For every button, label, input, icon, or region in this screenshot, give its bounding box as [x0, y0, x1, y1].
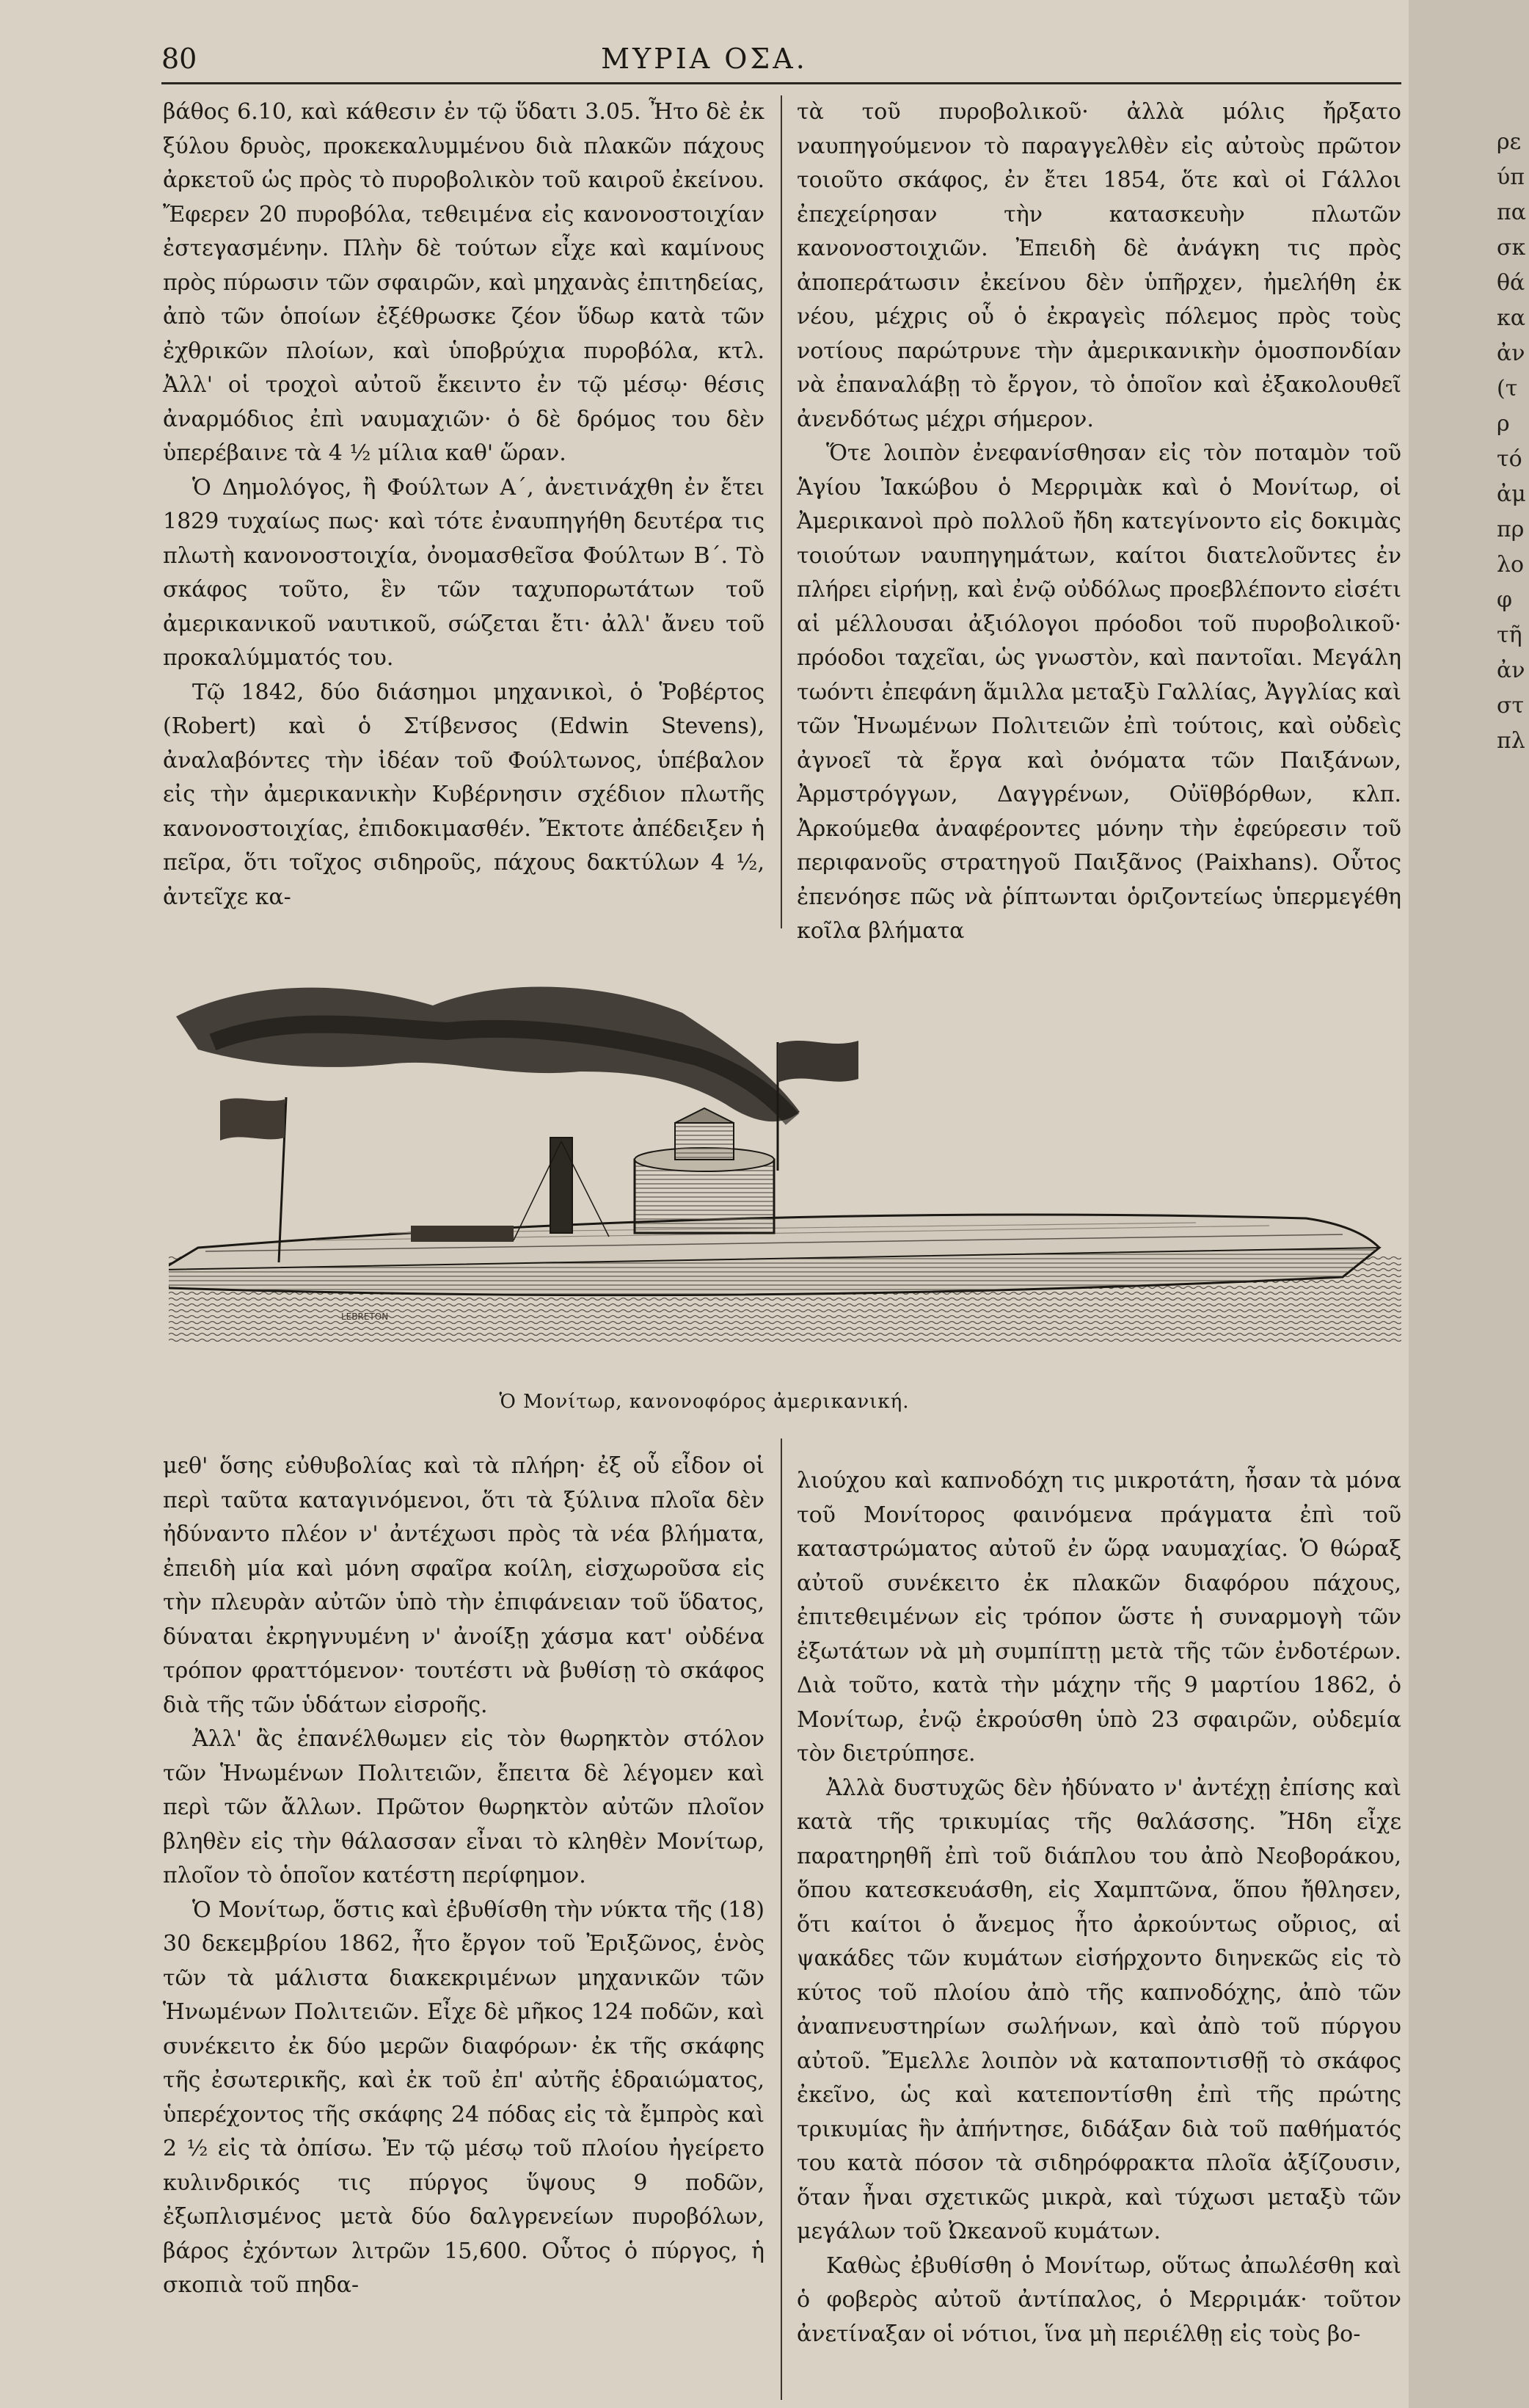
bottom-right-column — [797, 1464, 1401, 2351]
adjacent-page-text — [1497, 125, 1529, 759]
fragment: ἀν — [1497, 658, 1525, 683]
fragment: ρ — [1497, 411, 1510, 437]
ship-illustration — [169, 961, 1401, 1343]
paragraph: τὰ τοῦ πυροβολικοῦ· ἀλλὰ μόλις ἤρξατο ναυπηγούμενον τὸ παραγγελθὲν εἰς αὐτοὺς πρῶτον τοιοῦτο σκάφος, ἐν ἔτει 1854, ὅτε καὶ οἱ Γάλλοι ἐπεχείρησαν τὴν κατασκευὴν πλωτῶν κανονοστοιχιῶν. Ἐπειδὴ δὲ ἀνάγκη τις πρὸς ἀποπεράτωσιν ἐκείνου δὲν ὑπῆρχεν, ἠμελήθη ἐκ νέου, μέχρις οὗ ὁ ἐκραγεὶς πόλεμος πρὸς τοὺς νοτίους παρώτρυνε τὴν ἀμερικανικὴν ὁμοσπονδίαν νὰ ἐπαναλάβῃ τὸ ἔργον, τὸ ὁποῖον καὶ ἐξακολουθεῖ ἀνενδότως μέχρι σήμερον. — [797, 99, 1401, 432]
paragraph: Ὅτε λοιπὸν ἐνεφανίσθησαν εἰς τὸν ποταμὸν τοῦ Ἁγίου Ἰακώβου ὁ Μερριμὰκ καὶ ὁ Μονίτωρ, οἱ Ἀμερικανοὶ πρὸ πολλοῦ ἤδη κατεγίνοντο εἰς δοκιμὰς τοιούτων ναυπηγημάτων, καίτοι διατελοῦντες ἐν πλήρει εἰρήνῃ, καὶ ἐνῷ οὐδόλως προεβλέποντο εἰσέτι αἱ μέλλουσαι ἀξιόλογοι πρόοδοι τοῦ πυροβολικοῦ· πρόοδοι ταχεῖαι, ὡς γνωστὸν, καὶ παντοῖαι. Μεγάλη τωόντι ἐπεφάνη ἅμιλλα μεταξὺ Γαλλίας, Ἀγγλίας καὶ τῶν Ἡνωμένων Πολιτειῶν ἐπὶ τούτοις, καὶ οὐδεὶς ἀγνοεῖ τὰ ἔργα καὶ ὀνόματα τῶν Παιξάνων, Ἀρμστρόγγων, Δαγγρένων, Οὐϊθβόρθων, κλπ. Ἀρκούμεθα ἀναφέροντες μόνην τὴν ἐφεύρεσιν τοῦ περιφανοῦς στρατηγοῦ Παιξᾶνος (Paixhans). Οὗτος ἐπενόησε πῶς νὰ ῥίπτωνται ὁριζοντείως ὑπερμεγέθη κοῖλα βλήματα — [797, 440, 1401, 944]
fragment: φ — [1497, 587, 1513, 613]
engraver-signature: LEBRETON — [341, 1312, 389, 1322]
paragraph: βάθος 6.10, καὶ κάθεσιν ἐν τῷ ὕδατι 3.05. Ἦτο δὲ ἐκ ξύλου δρυὸς, προκεκαλυμμένου διὰ πλακῶν πάχους ἀρκετοῦ ὡς πρὸς τὸ πυροβολικὸν τοῦ καιροῦ ἐκείνου. Ἔφερεν 20 πυροβόλα, τεθειμένα εἰς κανονοστοιχίαν ἐστεγασμένην. Πλὴν δὲ τούτων εἶχε καὶ καμίνους πρὸς πύρωσιν τῶν σφαιρῶν, καὶ μηχανὰς ἐπιτηδείας, ἀπὸ τῶν ὁποίων ἐξέθρωσκε ζέον ὕδωρ κατὰ τῶν ἐχθρικῶν πλοίων, καὶ ὑποβρύχια πυροβόλα, κτλ. Ἀλλ' οἱ τροχοὶ αὐτοῦ ἔκειντο ἐν τῷ μέσῳ· θέσις ἀναρμόδιος ἐπὶ ναυμαχιῶν· ὁ δὲ δρόμος του δὲν ὑπερέβαινε τὰ 4 ½ μίλια καθ' ὥραν. — [163, 99, 764, 466]
fragment: πα — [1497, 200, 1526, 225]
fragment: (τ — [1497, 376, 1518, 401]
fragment: σκ — [1497, 235, 1526, 261]
monitor-engraving — [169, 961, 1401, 1343]
fragment: θά — [1497, 270, 1525, 296]
paragraph: Τῷ 1842, δύο διάσημοι μηχανικοὶ, ὁ Ῥοβέρτος (Robert) καὶ ὁ Στίβενσος (Edwin Stevens), ἀναλαβόντες τὴν ἰδέαν τοῦ Φούλτωνος, ὑπέβαλον εἰς τὴν ἀμερικανικὴν Κυβέρνησιν σχέδιον πλωτῆς κανονοστοιχίας, ἐπιδοκιμασθέν. Ἔκτοτε ἀπέδειξεν ἡ πεῖρα, ὅτι τοῖχος σιδηροῦς, πάχους δακτύλων 4 ½, ἀντεῖχε κα- — [163, 679, 764, 910]
bottom-left-column — [163, 1449, 764, 2303]
paragraph: Ἀλλὰ δυστυχῶς δὲν ἠδύνατο ν' ἀντέχῃ ἐπίσης καὶ κατὰ τῆς τρικυμίας τῆς θαλάσσης. Ἤδη εἶχε παρατηρηθῆ ἐπὶ τοῦ διάπλου του ἀπὸ Νεοβοράκου, ὅπου κατεσκευάσθη, εἰς Χαμπτῶνα, ὅπου ἤθλησεν, ὅτι καίτοι ὁ ἄνεμος ἦτο ἀρκούντως οὔριος, αἱ ψακάδες τῶν κυμάτων εἰσήρχοντο διηνεκῶς εἰς τὸ κύτος τοῦ πλοίου ἀπὸ τῆς καπνοδόχης, ἀπὸ τῶν ἀναπνευστηρίων σωλήνων, καὶ ἀπὸ τοῦ πύργου αὐτοῦ. Ἔμελλε λοιπὸν νὰ καταποντισθῇ τὸ σκάφος ἐκεῖνο, ὡς καὶ κατεποντίσθη ἐπὶ τῆς πρώτης τρικυμίας ἣν ἀπήντησε, διδάξαν διὰ τοῦ παθήματός του κατὰ πόσον τὰ σιδηρόφρακτα πλοῖα ἀξίζουσιν, ὅταν ἦναι σχετικῶς μικρὰ, καὶ τύχωσι μεταξὺ τῶν μεγάλων τοῦ Ὠκεανοῦ κυμάτων. — [797, 1775, 1401, 2244]
fragment: λο — [1497, 552, 1525, 578]
column-divider-bottom — [781, 1438, 782, 2400]
fragment: τό — [1497, 446, 1522, 472]
fragment: στ — [1497, 693, 1525, 719]
adjacent-page-edge — [1409, 0, 1529, 2408]
fragment: πρ — [1497, 517, 1525, 542]
fragment: ύπ — [1497, 164, 1525, 190]
paragraph: μεθ' ὅσης εὐθυβολίας καὶ τὰ πλήρη· ἐξ οὗ εἶδον οἱ περὶ ταῦτα καταγινόμενοι, ὅτι τὰ ξύλινα πλοῖα δὲν ἠδύναντο πλέον ν' ἀντέχωσι πρὸς τὰ νέα βλήματα, ἐπειδὴ μία καὶ μόνη σφαῖρα κοίλη, εἰσχωροῦσα εἰς τὴν πλευρὰν αὐτῶν ὑπὸ τὴν ἐπιφάνειαν τοῦ ὕδατος, δύναται ἐκρηγνυμένη ν' ἀνοίξῃ χάσμα κατ' οὐδένα τρόπον φραττόμενον· τουτέστι νὰ βυθίσῃ τὸ σκάφος διὰ τῆς τῶν ὑδάτων εἰσροῆς. — [163, 1453, 764, 1718]
header-rule — [161, 82, 1401, 84]
column-divider-top — [781, 95, 782, 928]
fragment: ρε — [1497, 129, 1522, 155]
fragment: ἀν — [1497, 341, 1525, 366]
fragment: πλ — [1497, 728, 1525, 754]
fragment: τῆ — [1497, 622, 1522, 648]
top-left-column — [163, 95, 764, 914]
running-title: ΜΥΡΙΑ ΟΣΑ. — [601, 43, 808, 75]
fragment: κα — [1497, 305, 1526, 331]
page-header — [0, 29, 1409, 81]
paragraph: λιούχου καὶ καπνοδόχη τις μικροτάτη, ἦσαν τὰ μόνα τοῦ Μονίτορος φαινόμενα πράγματα ἐπὶ τοῦ καταστρώματος αὐτοῦ ἐν ὥρᾳ ναυμαχίας. Ὁ θώραξ αὐτοῦ συνέκειτο ἐκ πλακῶν διαφόρου πάχους, ἐπιτεθειμένων εἰς τρόπον ὥστε ἡ συναρμογὴ τῶν ἐξωτάτων νὰ μὴ συμπίπτῃ μετὰ τῆς τῶν ἐνδοτέρων. Διὰ τοῦτο, κατὰ τὴν μάχην τῆς 9 μαρτίου 1862, ὁ Μονίτωρ, ἐνῷ ἐκρούσθη ὑπὸ 23 σφαιρῶν, οὐδεμία τὸν διετρύπησε. — [797, 1468, 1401, 1767]
fragment: ἀμ — [1497, 481, 1526, 507]
paragraph: Ὁ Δημολόγος, ἢ Φούλτων Α΄, ἀνετινάχθη ἐν ἔτει 1829 τυχαίως πως· καὶ τότε ἐναυπηγήθη δευτέρα τις πλωτὴ κανονοστοιχία, ὀνομασθεῖσα Φούλτων Β΄. Τὸ σκάφος τοῦτο, ἓν τῶν ταχυπορωτάτων τοῦ ἀμερικανικοῦ ναυτικοῦ, σώζεται ἔτι· ἀλλ' ἄνευ τοῦ προκαλύμματός του. — [163, 474, 764, 671]
paragraph: Ἀλλ' ἂς ἐπανέλθωμεν εἰς τὸν θωρηκτὸν στόλον τῶν Ἡνωμένων Πολιτειῶν, ἔπειτα δὲ λέγομεν καὶ περὶ τῶν ἄλλων. Πρῶτον θωρηκτὸν αὐτῶν πλοῖον βληθὲν εἰς τὴν θάλασσαν εἶναι τὸ κληθὲν Μονίτωρ, πλοῖον τὸ ὁποῖον κατέστη περίφημον. — [163, 1726, 764, 1888]
paragraph: Ὁ Μονίτωρ, ὅστις καὶ ἐβυθίσθη τὴν νύκτα τῆς (18) 30 δεκεμβρίου 1862, ἦτο ἔργον τοῦ Ἐριξῶνος, ἑνὸς τῶν τὰ μάλιστα διακεκριμένων μηχανικῶν τῶν Ἡνωμένων Πολιτειῶν. Εἶχε δὲ μῆκος 124 ποδῶν, καὶ συνέκειτο ἐκ δύο μερῶν διαφόρων· ἐκ τῆς σκάφης τῆς ἐσωτερικῆς, καὶ ἐκ τοῦ ἐπ' αὐτῆς ἑδραιώματος, ὑπερέχοντος τῆς σκάφης 24 πόδας εἰς τὰ ἔμπρὸς καὶ 2 ½ εἰς τὰ ὀπίσω. Ἐν τῷ μέσῳ τοῦ πλοίου ἠγείρετο κυλινδρικός τις πύργος ὕψους 9 ποδῶν, ἐξωπλισμένος μετὰ δύο δαλγρενείων πυροβόλων, βάρος ἐχόντων λιτρῶν 15,600. Οὗτος ὁ πύργος, ἡ σκοπιὰ τοῦ πηδα- — [163, 1896, 764, 2298]
figure-caption: Ὁ Μονίτωρ, κανονοφόρος ἀμερικανική. — [499, 1391, 910, 1413]
top-right-column — [797, 95, 1401, 949]
page-number: 80 — [161, 43, 197, 75]
paragraph: Καθὼς ἐβυθίσθη ὁ Μονίτωρ, οὕτως ἀπωλέσθη καὶ ὁ φοβερὸς αὐτοῦ ἀντίπαλος, ὁ Μερριμάκ· τοῦτον ἀνετίναξαν οἱ νότιοι, ἵνα μὴ περιέλθῃ εἰς τοὺς βο- — [797, 2252, 1401, 2347]
